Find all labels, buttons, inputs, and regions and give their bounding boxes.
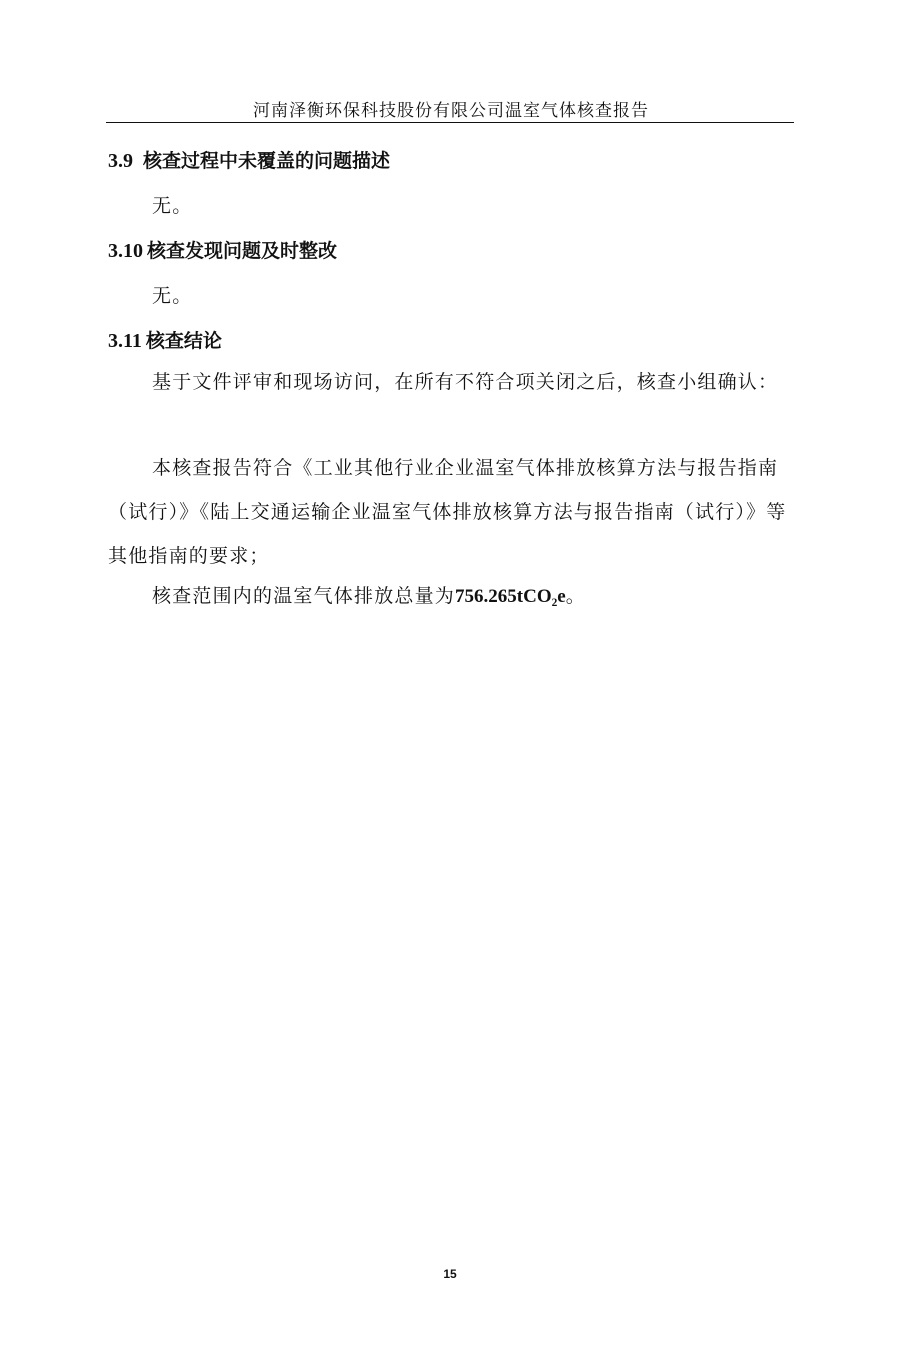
- section-body-3-10: [108, 274, 790, 318]
- section-number: 3.11: [108, 330, 142, 352]
- section-heading-3-10: [108, 236, 337, 263]
- conclusion-text-2: 本核查报告符合《工业其他行业企业温室气体排放核算方法与报告指南（试行）》《陆上交通运输企业温室气体排放核算方法与报告指南（试行）》等其他指南的要求；: [108, 457, 787, 567]
- total-emissions-value: 756.265tCO₂e: [455, 586, 566, 607]
- header-divider: [106, 122, 794, 123]
- section-title: 核查过程中未覆盖的问题描述: [143, 150, 391, 172]
- section-number: 3.9: [108, 150, 133, 172]
- conclusion-paragraph-1: [108, 360, 790, 404]
- section-title: 核查发现问题及时整改: [147, 240, 338, 262]
- conclusion-paragraph-2: [108, 446, 790, 578]
- page-number: 15: [443, 1267, 457, 1281]
- conclusion-text-1: 基于文件评审和现场访问，在所有不符合项关闭之后，核查小组确认：: [152, 371, 779, 393]
- section-heading-3-11: [108, 326, 222, 353]
- conclusion-paragraph-3: [108, 574, 790, 619]
- section-body-text: 无。: [152, 195, 193, 217]
- conclusion-text-3-end: 。: [565, 585, 586, 607]
- section-number: 3.10: [108, 240, 143, 262]
- conclusion-text-3: 核查范围内的温室气体排放总量为: [152, 585, 456, 607]
- section-body-text: 无。: [152, 285, 193, 307]
- page-header: 河南泽衡环保科技股份有限公司温室气体核查报告: [253, 101, 649, 121]
- section-title: 核查结论: [145, 330, 222, 352]
- section-heading-3-9: [108, 146, 390, 173]
- section-body-3-9: [108, 184, 790, 228]
